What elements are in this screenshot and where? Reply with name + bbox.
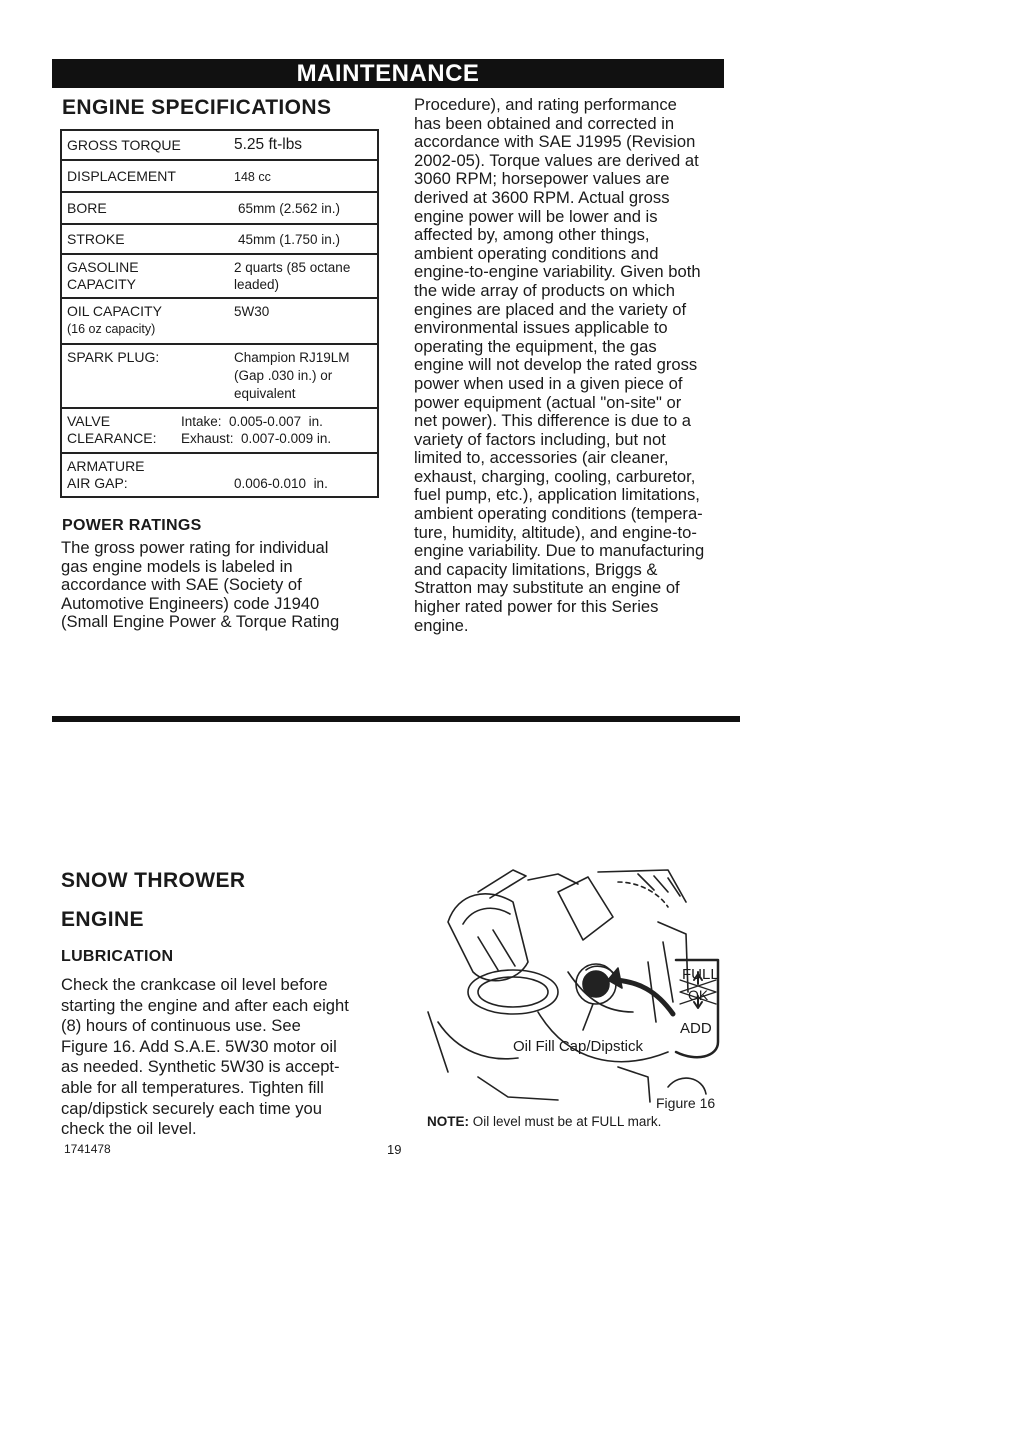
text-line: ambient operating conditions and (414, 243, 659, 263)
text-line: as needed. Synthetic 5W30 is accept- (61, 1057, 340, 1077)
spec-label: GROSS TORQUE (67, 137, 181, 153)
text-line: Automotive Engineers) code J1940 (61, 593, 320, 613)
text-line: The gross power rating for individual (61, 538, 329, 557)
add-mark-label: ADD (680, 1020, 712, 1037)
text-line: ture, humidity, altitude), and engine-to- (414, 522, 697, 542)
spec-value: 45mm (1.750 in.) (238, 232, 341, 247)
text-line: ambient operating conditions (tempera- (414, 504, 703, 524)
spec-row (62, 131, 377, 161)
text-line: engine variability. Due to manufacturing (414, 541, 705, 561)
text-line: Check the crankcase oil level before (61, 975, 328, 994)
spec-value: leaded) (234, 277, 280, 292)
text-line: limited to, accessories (air cleaner, (414, 448, 669, 468)
part-number: 1741478 (64, 1142, 111, 1156)
text-line: and capacity limitations, Briggs & (414, 559, 658, 579)
text-line: power equipment (actual "on-site" or (414, 392, 682, 412)
text-line: 3060 RPM; horsepower values are (414, 169, 670, 189)
text-line: engine. (414, 615, 469, 635)
spec-label: CAPACITY (67, 276, 136, 292)
text-line: environmental issues applicable to (414, 318, 668, 338)
text-line: net power). This difference is due to a (414, 411, 692, 431)
engine-heading: ENGINE (61, 908, 144, 931)
spec-value: Champion RJ19LM (234, 350, 350, 365)
text-line: starting the engine and after each eight (61, 995, 349, 1015)
spec-label: SPARK PLUG: (67, 349, 160, 365)
spec-value: (Gap .030 in.) or (234, 368, 333, 383)
spec-value: equivalent (234, 386, 296, 401)
ok-mark-label: OK (688, 987, 709, 1003)
text-line: engine-to-engine variability. Given both (414, 262, 701, 282)
spec-row (62, 225, 377, 255)
text-line: power when used in a given piece of (414, 373, 683, 393)
full-mark-label: FULL (682, 966, 719, 983)
spec-value: Exhaust: 0.007-0.009 in. (181, 431, 332, 446)
text-line: 2002-05). Torque values are derived at (414, 150, 699, 170)
text-line: fuel pump, etc.), application limitations, (414, 485, 700, 505)
spec-value: Intake: 0.005-0.007 in. (181, 414, 323, 429)
spec-row (62, 299, 377, 345)
figure-caption: Figure 16 (656, 1095, 716, 1111)
section-divider (52, 716, 740, 722)
engine-specs-table (60, 129, 379, 498)
spec-row (62, 255, 377, 299)
text-line: cap/dipstick securely each time you (61, 1098, 323, 1118)
engine-specs-heading: ENGINE SPECIFICATIONS (62, 96, 332, 119)
spec-label: BORE (67, 200, 107, 216)
spec-label: DISPLACEMENT (67, 168, 176, 184)
text-line: Stratton may substitute an engine of (414, 578, 680, 598)
spec-label: VALVE (67, 413, 111, 429)
text-line: accordance with SAE (Society of (61, 575, 302, 595)
note-text: Oil level must be at FULL mark. (472, 1114, 662, 1129)
page-number: 19 (387, 1142, 402, 1157)
text-line: able for all temperatures. Tighten fill (61, 1077, 324, 1097)
text-line: (8) hours of continuous use. See (61, 1016, 301, 1036)
spec-row (62, 193, 377, 225)
spec-row (62, 345, 377, 409)
spec-label: AIR GAP: (67, 475, 128, 491)
text-line: higher rated power for this Series (414, 597, 659, 617)
spec-label: GASOLINE (67, 259, 139, 275)
figure-note (427, 1114, 661, 1129)
spec-label: STROKE (67, 231, 125, 247)
engine-oil-fill-drawing (418, 862, 730, 1114)
text-line: has been obtained and corrected in (414, 113, 675, 133)
section-banner: MAINTENANCE (52, 59, 724, 88)
text-line: accordance with SAE J1995 (Revision (414, 132, 696, 152)
spec-label: OIL CAPACITY (67, 303, 162, 319)
text-line: gas engine models is labeled in (61, 556, 293, 576)
note-label: NOTE: (427, 1114, 469, 1129)
spec-value: 5W30 (234, 304, 270, 319)
power-ratings-text-right (414, 96, 704, 635)
lubrication-heading: LUBRICATION (61, 948, 174, 965)
power-ratings-text-left (61, 539, 339, 632)
text-line: derived at 3600 RPM. Actual gross (414, 187, 670, 207)
text-line: operating the equipment, the gas (414, 336, 657, 356)
spec-value: 65mm (2.562 in.) (238, 201, 341, 216)
power-ratings-heading: POWER RATINGS (62, 517, 202, 534)
spec-value: 5.25 ft-lbs (234, 136, 303, 153)
snow-thrower-heading: SNOW THROWER (61, 869, 246, 892)
spec-row (62, 161, 377, 193)
spec-label: CLEARANCE: (67, 430, 157, 446)
oil-fill-cap-callout: Oil Fill Cap/Dipstick (513, 1038, 644, 1055)
spec-value: 148 cc (234, 170, 271, 184)
text-line: Procedure), and rating performance (414, 95, 677, 114)
spec-label: ARMATURE (67, 458, 145, 474)
text-line: engines are placed and the variety of (414, 299, 687, 319)
text-line: exhaust, charging, cooling, carburetor, (414, 466, 696, 486)
spec-row (62, 409, 377, 454)
text-line: engine will not develop the rated gross (414, 355, 698, 375)
text-line: Figure 16. Add S.A.E. 5W30 motor oil (61, 1036, 337, 1056)
spec-row (62, 454, 377, 498)
spec-value: 2 quarts (85 octane (234, 260, 351, 275)
spec-value: 0.006-0.010 in. (234, 476, 328, 491)
text-line: affected by, among other things, (414, 225, 650, 245)
text-line: variety of factors including, but not (414, 429, 666, 449)
figure-16-illustration (418, 862, 730, 1114)
lubrication-text (61, 975, 349, 1140)
text-line: engine power will be lower and is (414, 206, 658, 226)
text-line: (Small Engine Power & Torque Rating (61, 612, 340, 632)
text-line: check the oil level. (61, 1119, 197, 1139)
spec-label: (16 oz capacity) (67, 322, 156, 336)
text-line: the wide array of products on which (414, 280, 676, 300)
